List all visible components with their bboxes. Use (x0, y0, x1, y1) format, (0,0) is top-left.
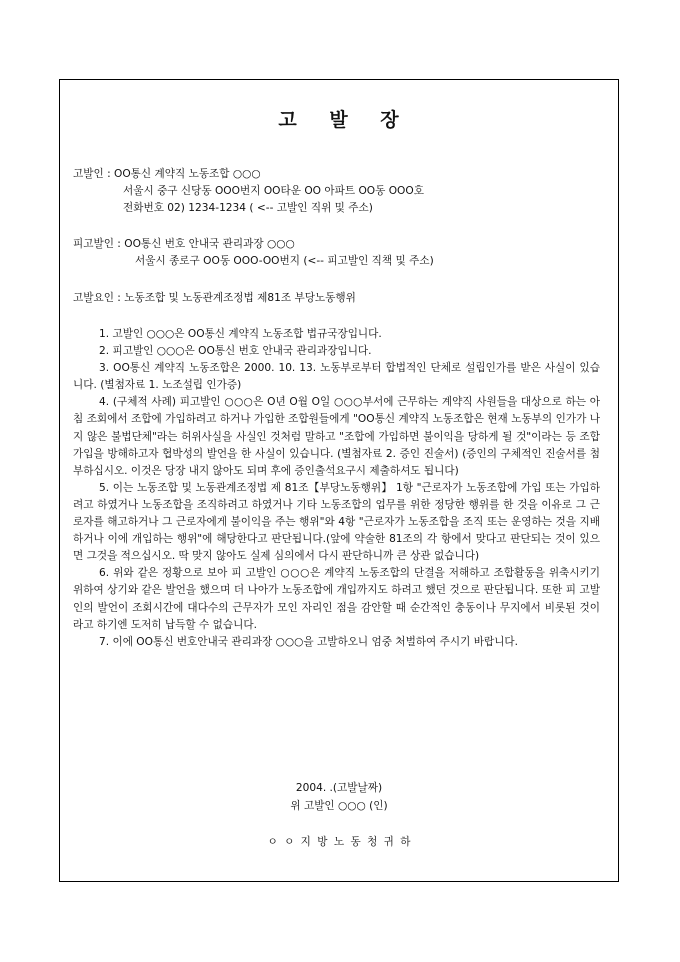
date-line: 2004. .(고발날짜) (295, 782, 383, 794)
paragraph-4: 4. (구체적 사례) 피고발인 ○○○은 O년 O월 O일 ○○○부서에 근무하는 계약직 사원들을 대상으로 하는 아침 조회에서 조합에 가입하려고 하거나 가입한 조합원들에게 "OO통신 계약직 노동조합은 현재 노동부의 인가가 나지 않은 불법단체"라는 허위사실을 사실인 것처럼 말하고 "조합에 가입하면 불이익을 당하게 될 것"이라는 등 조합가입을 방해하고자 협박성의 발언을 한 사실이 있습니다. (별첨자료 2. 증인 진술서) (증인의 구체적인 진술서를 첨부하십시오. 이것은 당장 내지 않아도 되며 후에 증인출석요구시 제출하셔도 됩니다) (73, 396, 600, 477)
complainant-phone: 전화번호 02) 1234-1234 ( <-- 고발인 직위 및 주소) (123, 202, 373, 214)
defendant-address: 서울시 종로구 OO동 OOO-OO번지 (<-- 피고발인 직책 및 주소) (135, 255, 434, 267)
document-title: 고 발 장 (278, 109, 400, 131)
complainant-address: 서울시 중구 신당동 OOO번지 OO타운 OO 아파트 OO동 OOO호 (123, 185, 424, 197)
paragraph-1: 1. 고발인 ○○○은 OO통신 계약직 노동조합 법규국장입니다. (99, 328, 382, 340)
defendant-name: 피고발인 : OO통신 번호 안내국 관리과장 ○○○ (73, 238, 295, 250)
document-body (73, 326, 600, 651)
signature-line: 위 고발인 ○○○ (인) (290, 800, 388, 812)
defendant-block (73, 236, 605, 270)
document-frame (59, 79, 619, 882)
paragraph-7: 7. 이에 OO통신 번호안내국 관리과장 ○○○을 고발하오니 엄중 처벌하여 주시기 바랍니다. (99, 635, 519, 648)
paragraph-5: 5. 이는 노동조합 및 노동관계조정법 제 81조【부당노동행위】 1항 "근로자가 노동조합에 가입 또는 가입하려고 하였거나 노동조합을 조직하려고 하였거나 기타 노동조합의 업무를 위한 정당한 행위를 한 것을 이유로 그 근로자를 해고하거나 그 근로자에게 불이익을 주는 행위"와 4항 "근로자가 노동조합을 조직 또는 운영하는 것을 지배하거나 이에 개입하는 행위"에 해당한다고 판단됩니다.(앞에 약술한 81조의 각 항에서 맞다고 판단되는 것이 있으면 그것을 적으십시오. 딱 맞지 않아도 실제 심의에서 다시 판단하니까 큰 상관 없습니다) (73, 481, 600, 563)
complainant-name: 고발인 : OO통신 계약직 노동조합 ○○○ (73, 168, 261, 180)
charge-line: 고발요인 : 노동조합 및 노동관계조정법 제81조 부당노동행위 (73, 292, 356, 304)
complainant-block (73, 166, 605, 217)
paragraph-3: 3. OO통신 계약직 노동조합은 2000. 10. 13. 노동부로부터 합법적인 단체로 설립인가를 받은 사실이 있습니다. (별첨자료 1. 노조설립 인가증) (73, 362, 600, 392)
paragraph-6: 6. 위와 같은 정황으로 보아 피 고발인 ○○○은 계약직 노동조합의 단결을 저해하고 조합활동을 위축시키기 위하여 상기와 같은 발언을 했으며 더 나아가 노동조합에 개입까지도 하려고 했던 것으로 판단됩니다. 또한 피 고발인의 발언이 조회시간에 대다수의 근무자가 모인 자리인 점을 감안할 때 순간적인 충동이나 무지에서 비롯된 것이라고 하기엔 도저히 납득할 수 없습니다. (73, 567, 600, 631)
paragraph-2: 2. 피고발인 ○○○은 OO통신 번호 안내국 관리과장입니다. (99, 345, 372, 358)
addressee-line: ㅇ ㅇ 지 방 노 동 청 귀 하 (267, 836, 411, 848)
